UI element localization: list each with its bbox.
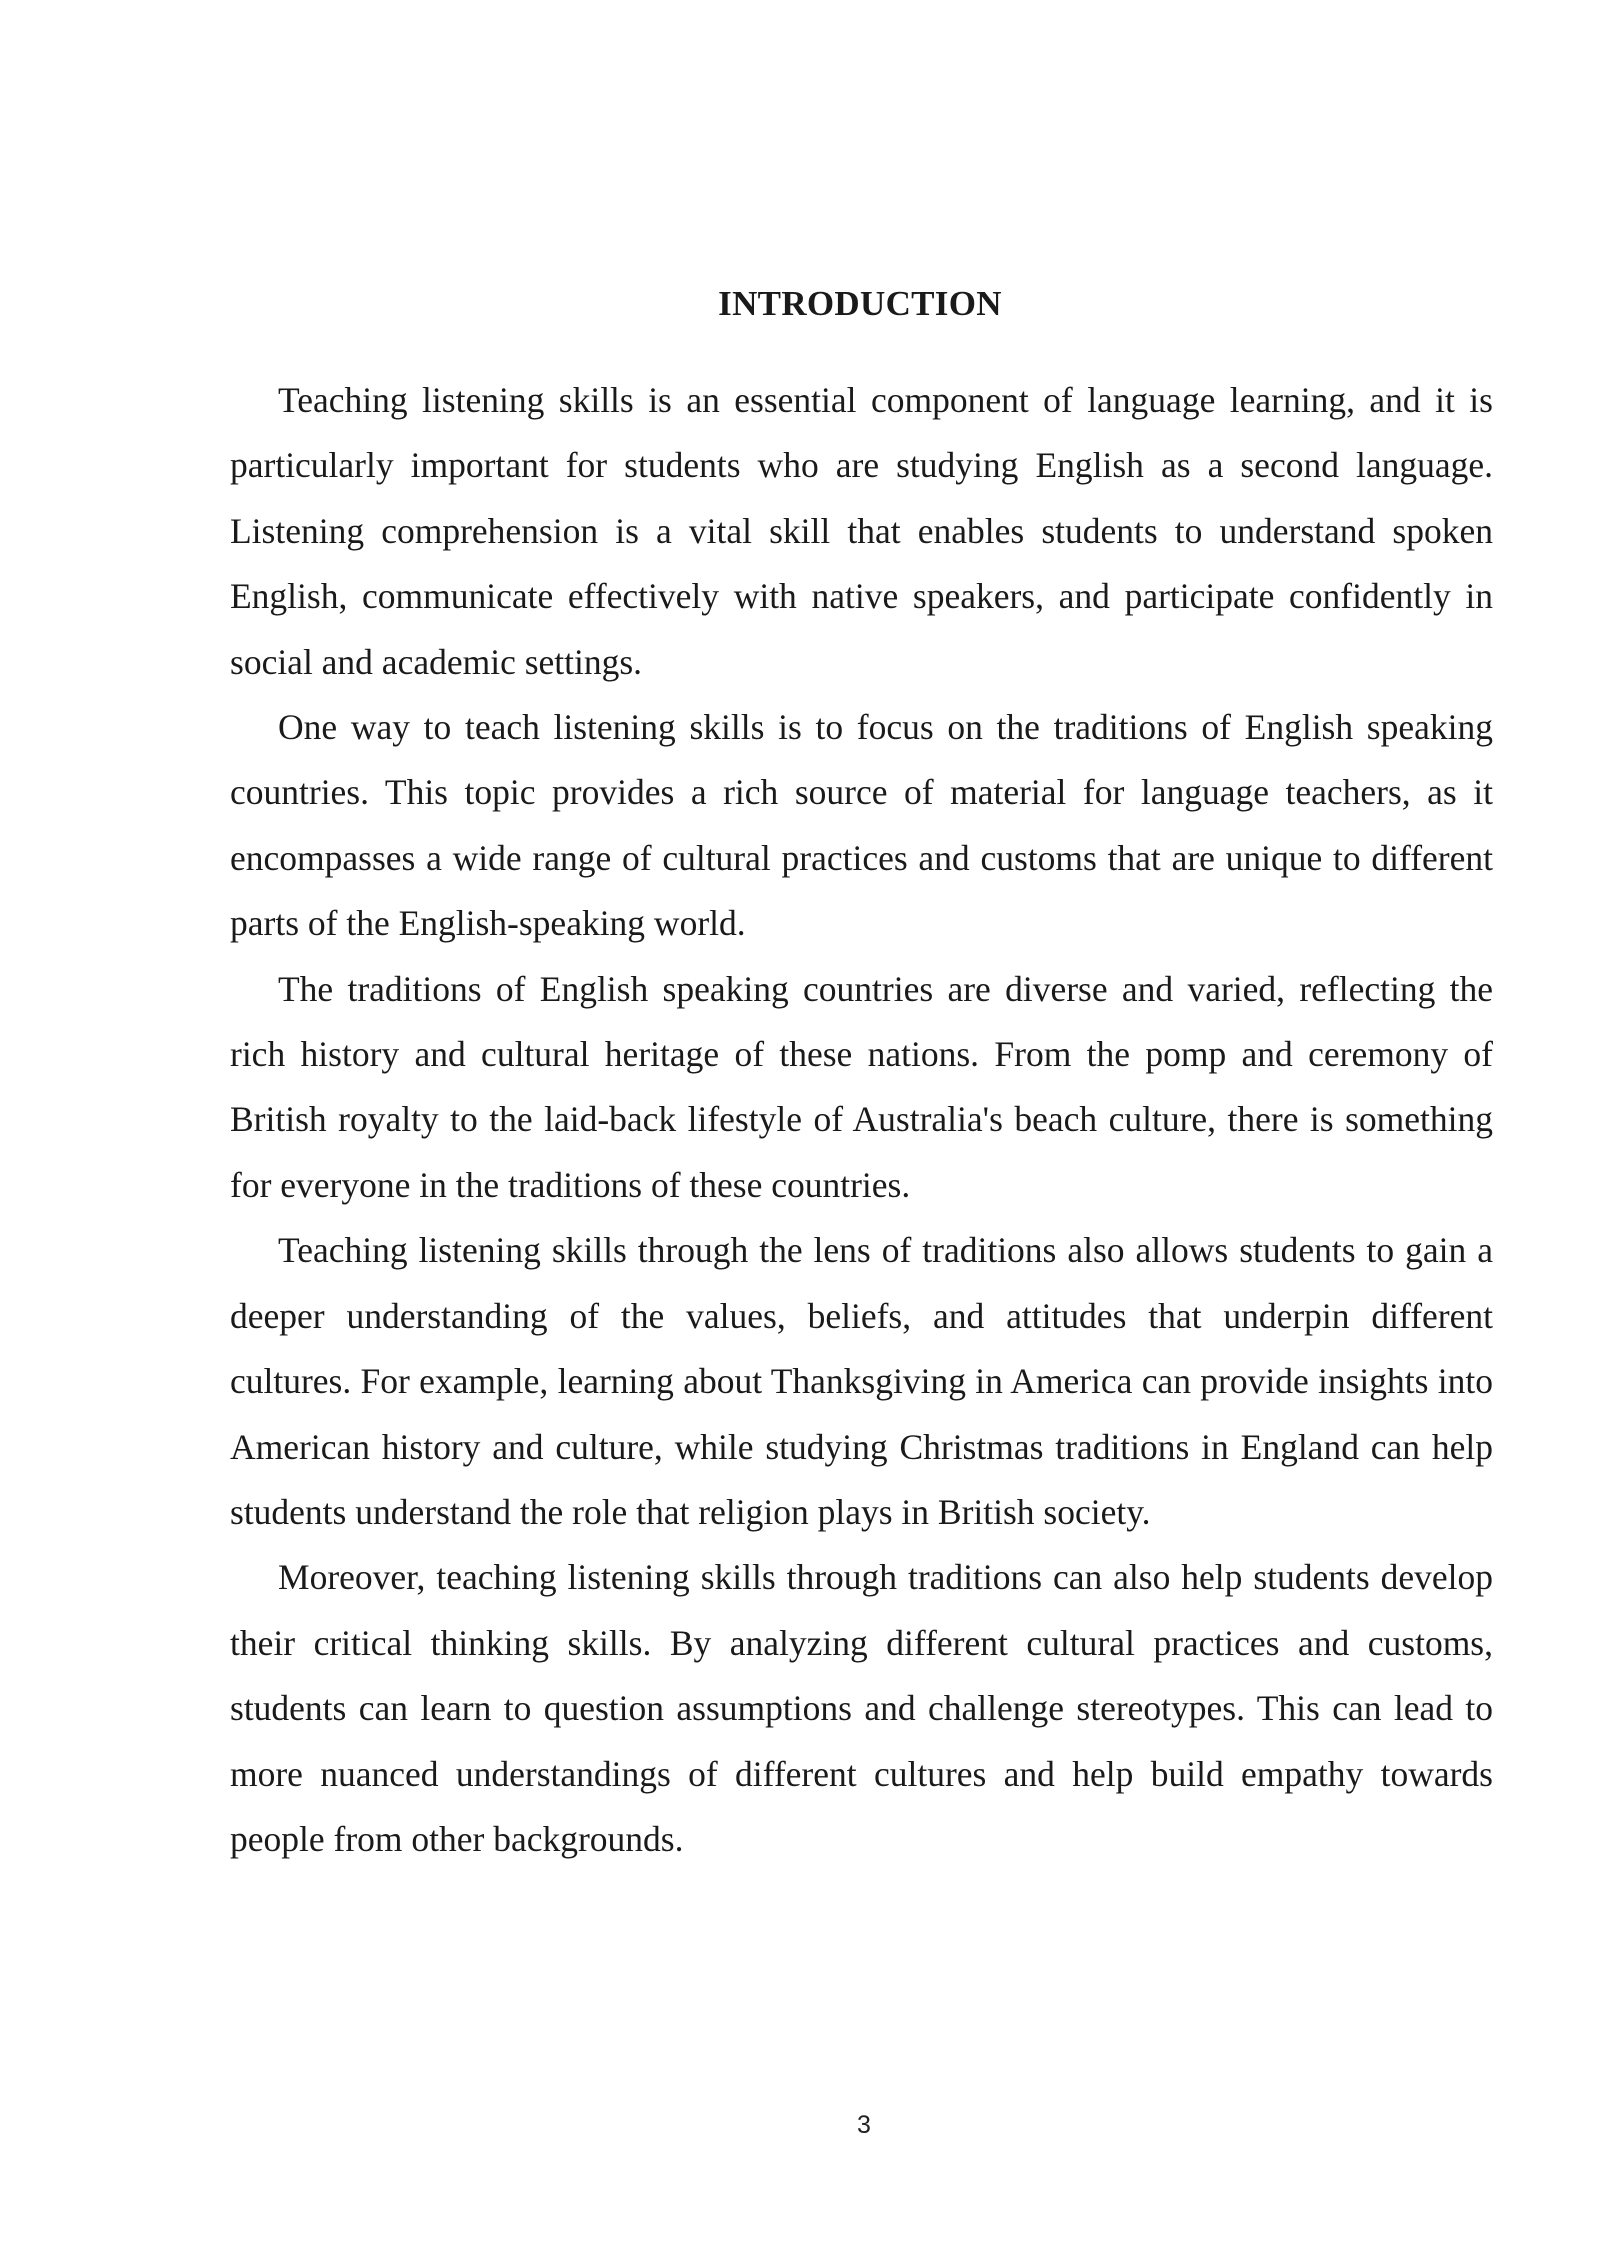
paragraph-1: Teaching listening skills is an essential component of language learning, and it is particularly important for students who are studying English as a second language. Listening comprehension is a vital skill that enables students to understand spoken English, communicate effectively with native speakers, and participate confidently in social and academic settings. bbox=[230, 380, 1493, 682]
paragraph-4: Teaching listening skills through the lens of traditions also allows students to gain a deeper understanding of the values, beliefs, and attitudes that underpin different cultures. For example, learning about Thanksgiving in America can provide insights into American history and culture, while studying Christmas traditions in England can help students understand the role that religion plays in British society. bbox=[230, 1230, 1493, 1532]
section-heading: INTRODUCTION bbox=[718, 284, 1002, 323]
paragraph-5: Moreover, teaching listening skills through traditions can also help students develop their critical thinking skills. By analyzing different cultural practices and customs, students can learn to question assumptions and challenge stereotypes. This can lead to more nuanced understandings of different cultures and help build empathy towards people from other backgrounds. bbox=[230, 1557, 1493, 1859]
paragraph-3: The traditions of English speaking countries are diverse and varied, reflecting the rich history and cultural heritage of these nations. From the pomp and ceremony of British royalty to the laid-back lifestyle of Australia's beach culture, there is something for everyone in the traditions of these countries. bbox=[230, 968, 1493, 1205]
page-number: 3 bbox=[857, 2111, 871, 2139]
paragraph-2: One way to teach listening skills is to focus on the traditions of English speaking countries. This topic provides a rich source of material for language teachers, as it encompasses a wide range of cultural practices and customs that are unique to different parts of the English-speaking world. bbox=[230, 707, 1493, 944]
body-text bbox=[230, 368, 1493, 1872]
